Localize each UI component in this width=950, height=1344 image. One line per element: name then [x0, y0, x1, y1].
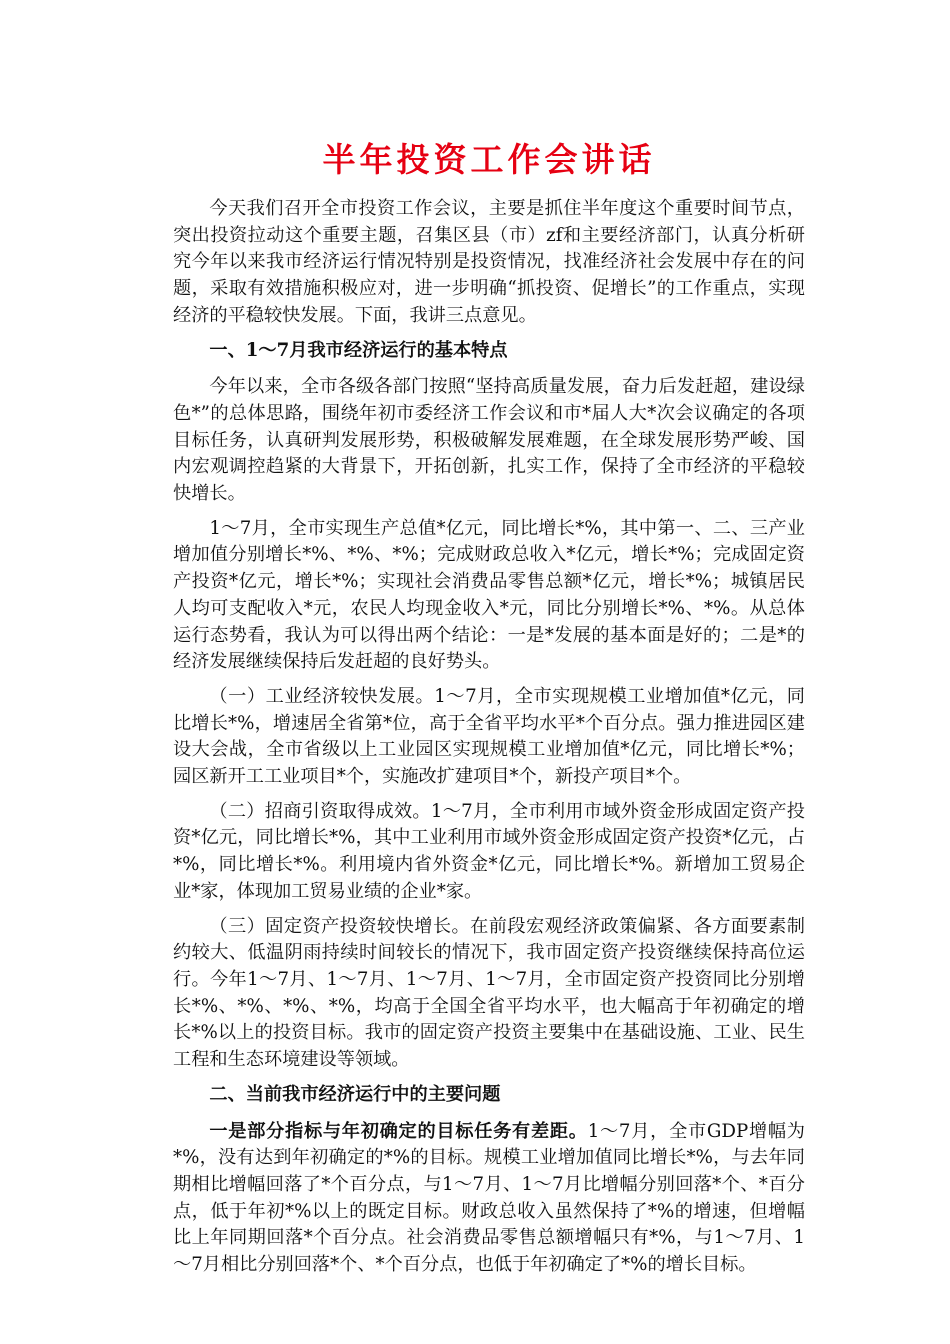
document-page	[173, 128, 805, 1287]
document-title: 半年投资工作会讲话	[322, 140, 656, 179]
section-1-paragraph-5: （三）固定资产投资较快增长。在前段宏观经济政策偏紧、各方面要素制约较大、低温阴雨持续时间较长的情况下，我市固定资产投资继续保持高位运行。今年1～7月、1～7月、1～7月、1～7月，全市固定资产投资同比分别增长*%、*%、*%、*%，均高于全国全省平均水平，也大幅高于年初确定的增长*%以上的投资目标。我市的固定资产投资主要集中在基础设施、工业、民生工程和生态环境建设等领域。	[173, 915, 805, 1071]
section-1-paragraph-1: 今年以来，全市各级各部门按照“坚持高质量发展，奋力后发赶超，建设绿色*”的总体思路，围绕年初市委经济工作会议和市*届人大*次会议确定的各项目标任务，认真研判发展形势，积极破解发展难题，在全球发展形势严峻、国内宏观调控趋紧的大背景下，开拓创新，扎实工作，保持了全市经济的平稳较快增长。	[173, 376, 805, 505]
section-1-heading: 一、1～7月我市经济运行的基本特点	[209, 339, 508, 361]
section-2-paragraph-1	[173, 1119, 805, 1279]
section-1-paragraph-2: 1～7月，全市实现生产总值*亿元，同比增长*%，其中第一、二、三产业增加值分别增长*%、*%、*%；完成财政总收入*亿元，增长*%；完成固定资产投资*亿元，增长*%；实现社会消费品零售总额*亿元，增长*%；城镇居民人均可支配收入*元，农民人均现金收入*元，同比分别增长*%、*%。从总体运行态势看，我认为可以得出两个结论：一是*发展的基本面是好的；二是*的经济发展继续保持后发赶超的良好势头。	[173, 517, 805, 673]
section-2-paragraph-1-lead: 一是部分指标与年初确定的目标任务有差距。	[209, 1120, 588, 1142]
section-1-paragraph-3: （一）工业经济较快发展。1～7月，全市实现规模工业增加值*亿元，同比增长*%，增速居全省第*位，高于全省平均水平*个百分点。强力推进园区建设大会战，全市省级以上工业园区实现规模工业增加值*亿元，同比增长*%；园区新开工工业项目*个，实施改扩建项目*个，新投产项目*个。	[173, 685, 805, 788]
intro-paragraph: 今天我们召开全市投资工作会议，主要是抓住半年度这个重要时间节点，突出投资拉动这个重要主题，召集区县（市）zf和主要经济部门，认真分析研究今年以来我市经济运行情况特别是投资情况，找准经济社会发展中存在的问题，采取有效措施积极应对，进一步明确“抓投资、促增长”的工作重点，实现经济的平稳较快发展。下面，我讲三点意见。	[173, 198, 805, 326]
section-2-paragraph-1-body: 1～7月，全市GDP增幅为*%，没有达到年初确定的*%的目标。规模工业增加值同比增长*%，与去年同期相比增幅回落了*个百分点，与1～7月、1～7月比增幅分别回落*个、*百分点，低于年初*%以上的既定目标。财政总收入虽然保持了*%的增速，但增幅比上年同期回落*个百分点。社会消费品零售总额增幅只有*%，与1～7月、1～7月相比分别回落*个、*个百分点，也低于年初确定了*%的增长目标。	[173, 1120, 805, 1276]
section-2-heading: 二、当前我市经济运行中的主要问题	[209, 1083, 501, 1105]
section-1-paragraph-4: （二）招商引资取得成效。1～7月，全市利用市域外资金形成固定资产投资*亿元，同比增长*%，其中工业利用市域外资金形成固定资产投资*亿元，占*%，同比增长*%。利用境内省外资金*亿元，同比增长*%。新增加工贸易企业*家，体现加工贸易业绩的企业*家。	[173, 800, 805, 902]
